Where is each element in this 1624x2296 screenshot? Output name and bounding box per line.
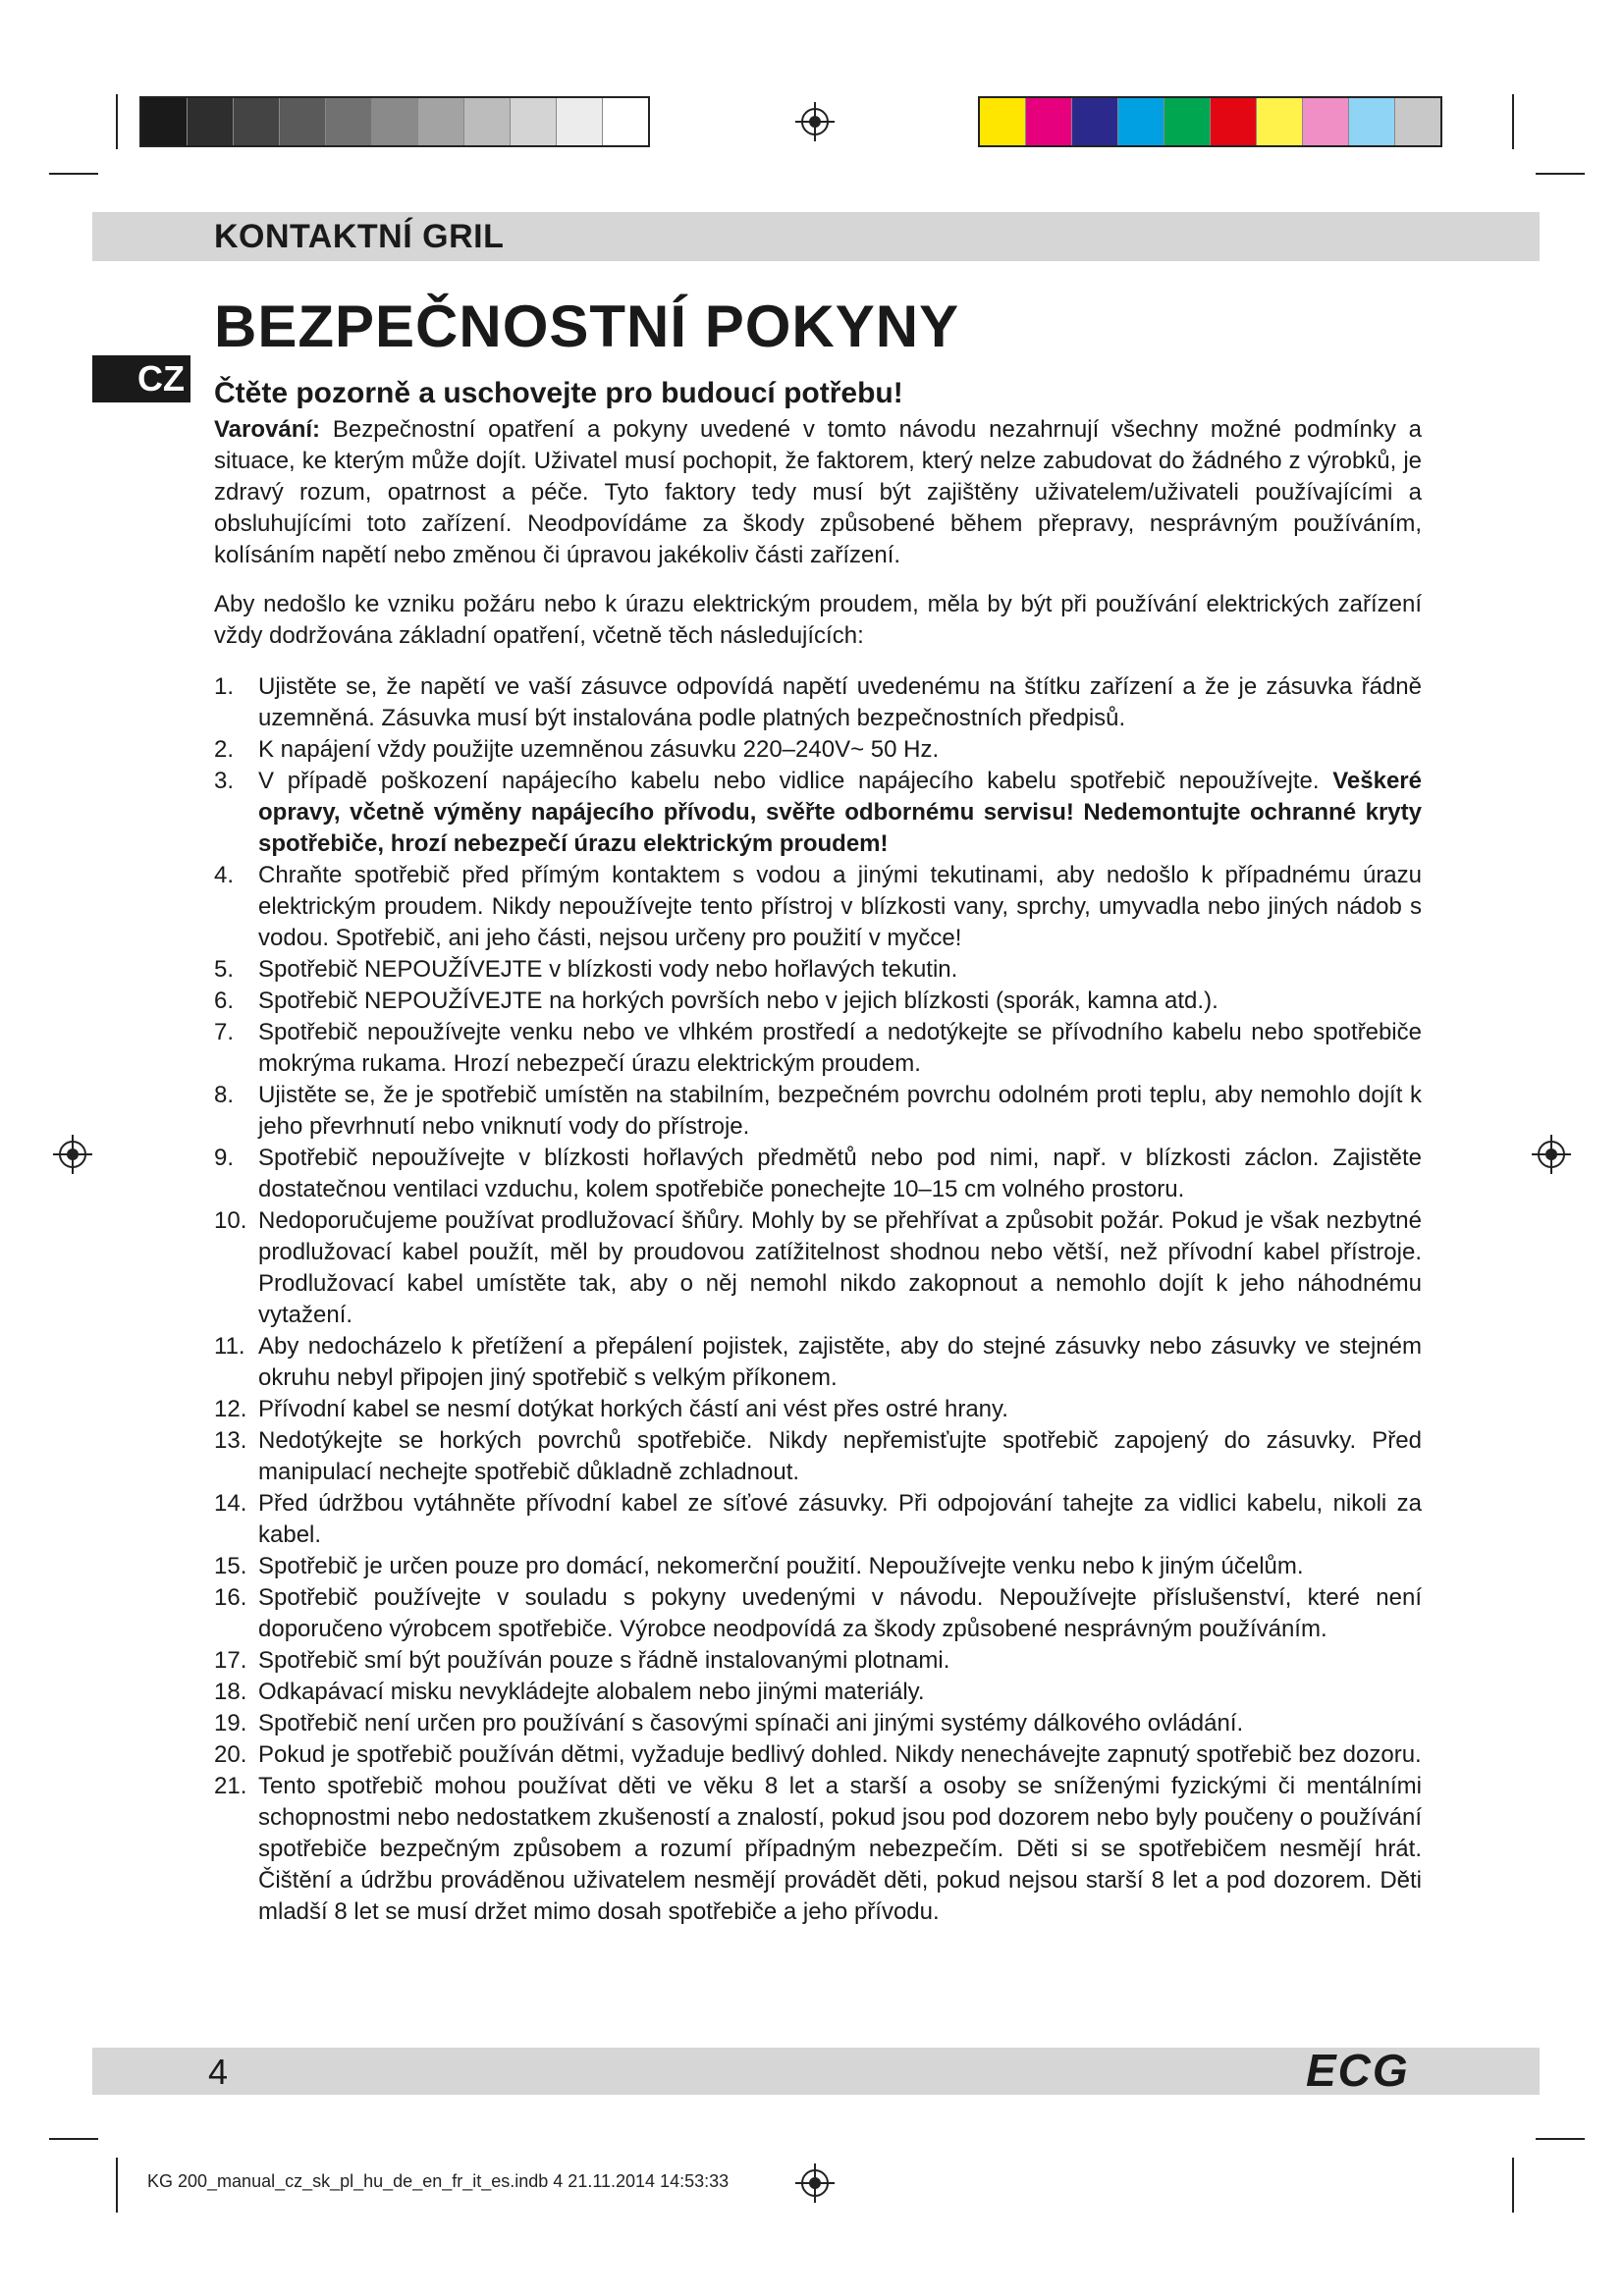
color-swatch <box>603 98 648 145</box>
instruction-text: Ujistěte se, že je spotřebič umístěn na stabilním, bezpečném povrchu odolném proti teplu, aby nemohlo dojít k jeho převrhnutí nebo vniknutí vody do přístroje. <box>258 1082 1422 1140</box>
color-swatch <box>980 98 1026 145</box>
instruction-text: Spotřebič NEPOUŽÍVEJTE na horkých površích nebo v jejich blízkosti (sporák, kamna atd.). <box>258 988 1218 1014</box>
instruction-item <box>214 1205 1422 1331</box>
registration-mark-icon <box>795 2163 835 2203</box>
instruction-number: 15. <box>214 1553 247 1579</box>
instruction-text: Nedoporučujeme používat prodlužovací šňůry. Mohly by se přehřívat a způsobit požár. Pokud je však nezbytné prodlužovací kabel použít, měl by proudovou zatížitelnost shodnou nebo větší, než přívodní kabel přístroje. Prodlužovací kabel umístěte tak, aby o něj nemohl nikdo zakopnout a nemohlo dojít k jeho náhodnému vytažení. <box>258 1207 1422 1328</box>
crop-mark <box>116 94 118 149</box>
instruction-text: Spotřebič není určen pro používání s časovými spínači ani jinými systémy dálkového ovládání. <box>258 1710 1244 1736</box>
instruction-item <box>214 1017 1422 1080</box>
instruction-text: V případě poškození napájecího kabelu nebo vidlice napájecího kabelu spotřebič nepoužívejte. <box>258 768 1333 794</box>
crop-mark <box>1536 173 1585 175</box>
crop-mark <box>1512 2158 1514 2213</box>
instruction-number: 3. <box>214 768 235 794</box>
instruction-item <box>214 1739 1422 1771</box>
registration-mark-icon <box>795 102 835 141</box>
instruction-text: Přívodní kabel se nesmí dotýkat horkých částí ani vést přes ostré hrany. <box>258 1396 1008 1422</box>
instruction-item <box>214 1645 1422 1677</box>
gray-color-bar <box>139 96 650 147</box>
instruction-text: Ujistěte se, že napětí ve vaší zásuvce odpovídá napětí uvedenému na štítku zařízení a že je zásuvka řádně uzemněná. Zásuvka musí být instalována podle platných bezpečnostních předpisů. <box>258 673 1422 731</box>
instruction-text: Spotřebič nepoužívejte venku nebo ve vlhkém prostředí a nedotýkejte se přívodního kabelu nebo spotřebiče mokrýma rukama. Hrozí nebezpečí úrazu elektrickým proudem. <box>258 1019 1422 1077</box>
color-swatch <box>1026 98 1072 145</box>
color-swatch <box>1395 98 1440 145</box>
crop-mark <box>1512 94 1514 149</box>
color-swatch <box>1257 98 1303 145</box>
instruction-number: 17. <box>214 1647 247 1674</box>
registration-mark-icon <box>53 1135 92 1174</box>
crop-mark <box>116 2158 118 2213</box>
instruction-item <box>214 671 1422 734</box>
instruction-text: K napájení vždy použijte uzemněnou zásuvku 220–240V~ 50 Hz. <box>258 736 940 763</box>
section-heading: BEZPEČNOSTNÍ POKYNY <box>214 294 960 359</box>
instruction-item <box>214 1143 1422 1205</box>
instruction-number: 20. <box>214 1741 247 1768</box>
instruction-item <box>214 860 1422 954</box>
instruction-text: Chraňte spotřebič před přímým kontaktem s vodou a jinými tekutinami, aby nedošlo k případnému úrazu elektrickým proudem. Nikdy nepoužívejte tento přístroj v blízkosti vany, sprchy, umyvadla nebo jiných nádob s vodou. Spotřebič, ani jeho části, nejsou určeny pro použití v myčce! <box>258 862 1422 951</box>
instruction-item <box>214 1331 1422 1394</box>
color-swatch <box>1072 98 1118 145</box>
instruction-number: 13. <box>214 1427 247 1454</box>
instruction-text: Spotřebič nepoužívejte v blízkosti hořlavých předmětů nebo pod nimi, např. v blízkosti záclon. Zajistěte dostatečnou ventilaci vzduchu, kolem spotřebiče ponechejte 10–15 cm volného prostoru. <box>258 1145 1422 1202</box>
instruction-text: Spotřebič smí být používán pouze s řádně instalovanými plotnami. <box>258 1647 950 1674</box>
crop-mark <box>49 2138 98 2140</box>
instruction-item <box>214 1708 1422 1739</box>
instruction-number: 7. <box>214 1019 235 1045</box>
instruction-number: 5. <box>214 956 235 983</box>
color-swatch <box>1349 98 1395 145</box>
crop-mark <box>1536 2138 1585 2140</box>
warning-text: Bezpečnostní opatření a pokyny uvedené v tomto návodu nezahrnují všechny možné podmínky a situace, ke kterým může dojít. Uživatel musí pochopit, že faktorem, který nelze zabudovat do žádného z výrobků, je zdravý rozum, opatrnost a péče. Tyto faktory tedy musí být zajištěny uživatelem/uživateli používajícími a obsluhujícími toto zařízení. Neodpovídáme za škody způsobené během přepravy, nesprávným používáním, kolísáním napětí nebo změnou či úpravou jakékoliv části zařízení. <box>214 416 1422 568</box>
color-swatch <box>1303 98 1349 145</box>
section-subheading: Čtěte pozorně a uschovejte pro budoucí potřebu! <box>214 377 903 409</box>
safety-instructions <box>214 414 1422 1928</box>
instruction-text: Nedotýkejte se horkých povrchů spotřebiče. Nikdy nepřemisťujte spotřebič zapojený do zásuvky. Před manipulací nechejte spotřebič důkladně zchladnout. <box>258 1427 1422 1485</box>
instruction-number: 2. <box>214 736 235 763</box>
instruction-item <box>214 1677 1422 1708</box>
instruction-item <box>214 1582 1422 1645</box>
color-swatch <box>372 98 418 145</box>
instruction-number: 6. <box>214 988 235 1014</box>
color-swatch <box>280 98 326 145</box>
instruction-number: 21. <box>214 1773 247 1799</box>
color-swatch <box>1164 98 1211 145</box>
page-number: 4 <box>208 2052 229 2092</box>
brand-logo: ECG <box>1306 2045 1410 2096</box>
instruction-item <box>214 1425 1422 1488</box>
instruction-number: 1. <box>214 673 235 700</box>
instruction-number: 19. <box>214 1710 247 1736</box>
page-title: KONTAKTNÍ GRIL <box>214 218 505 255</box>
instruction-item <box>214 986 1422 1017</box>
instruction-item <box>214 1394 1422 1425</box>
color-swatch <box>141 98 188 145</box>
color-swatch <box>464 98 511 145</box>
crop-mark <box>49 173 98 175</box>
process-color-bar <box>978 96 1442 147</box>
instruction-number: 12. <box>214 1396 247 1422</box>
instruction-number: 4. <box>214 862 235 888</box>
language-tab: CZ <box>92 355 190 402</box>
instruction-text: Spotřebič používejte v souladu s pokyny uvedenými v návodu. Nepoužívejte příslušenství, které není doporučeno výrobcem spotřebiče. Výrobce neodpovídá za škody způsobené nesprávným používáním. <box>258 1584 1422 1642</box>
instruction-list <box>214 671 1422 1928</box>
instruction-number: 16. <box>214 1584 247 1611</box>
instruction-item <box>214 1551 1422 1582</box>
color-swatch <box>418 98 464 145</box>
instruction-text: Spotřebič je určen pouze pro domácí, nekomerční použití. Nepoužívejte venku nebo k jiným účelům. <box>258 1553 1304 1579</box>
instruction-number: 11. <box>214 1333 245 1360</box>
instruction-item <box>214 766 1422 860</box>
warning-label: Varování: <box>214 416 321 443</box>
instruction-item <box>214 1488 1422 1551</box>
color-swatch <box>511 98 557 145</box>
color-swatch <box>1211 98 1257 145</box>
instruction-item <box>214 1080 1422 1143</box>
color-swatch <box>188 98 234 145</box>
instruction-item <box>214 734 1422 766</box>
instruction-text: Pokud je spotřebič používán dětmi, vyžaduje bedlivý dohled. Nikdy nenechávejte zapnutý spotřebič bez dozoru. <box>258 1741 1422 1768</box>
color-swatch <box>326 98 372 145</box>
color-swatch <box>1118 98 1164 145</box>
instruction-text: Před údržbou vytáhněte přívodní kabel ze síťové zásuvky. Při odpojování tahejte za vidlici kabelu, nikoli za kabel. <box>258 1490 1422 1548</box>
intro-paragraph: Aby nedošlo ke vzniku požáru nebo k úrazu elektrickým proudem, měla by být při používání elektrických zařízení vždy dodržována základní opatření, včetně těch následujících: <box>214 591 1422 649</box>
instruction-text: Tento spotřebič mohou používat děti ve věku 8 let a starší a osoby se sníženými fyzickými či mentálními schopnostmi nebo nedostatkem zkušeností a znalostí, pokud jsou pod dozorem nebo byly poučeny o používání spotřebiče bezpečným způsobem a rozumí případným nebezpečím. Děti si se spotřebičem nesmějí hrát. Čištění a údržbu prováděnou uživatelem nesmějí provádět děti, pokud nejsou starší 8 let a pod dozorem. Děti mladší 8 let se musí držet mimo dosah spotřebiče a jeho přívodu. <box>258 1773 1422 1925</box>
instruction-number: 9. <box>214 1145 235 1171</box>
instruction-bold-text: Veškeré opravy, včetně výměny napájecího přívodu, svěřte odbornému servisu! Nedemontujte ochranné kryty spotřebiče, hrozí nebezpečí úrazu elektrickým proudem! <box>258 768 1422 857</box>
instruction-text: Aby nedocházelo k přetížení a přepálení pojistek, zajistěte, aby do stejné zásuvky nebo zásuvky ve stejném okruhu nebyl připojen jiný spotřebič s velkým příkonem. <box>258 1333 1422 1391</box>
instruction-item <box>214 1771 1422 1928</box>
instruction-number: 10. <box>214 1207 247 1234</box>
color-swatch <box>234 98 280 145</box>
instruction-item <box>214 954 1422 986</box>
instruction-text: Spotřebič NEPOUŽÍVEJTE v blízkosti vody nebo hořlavých tekutin. <box>258 956 958 983</box>
instruction-text: Odkapávací misku nevykládejte alobalem nebo jinými materiály. <box>258 1679 925 1705</box>
registration-mark-icon <box>1532 1135 1571 1174</box>
print-file-info: KG 200_manual_cz_sk_pl_hu_de_en_fr_it_es.indb 4 21.11.2014 14:53:33 <box>147 2171 730 2191</box>
instruction-number: 8. <box>214 1082 235 1108</box>
warning-paragraph <box>214 414 1422 571</box>
instruction-number: 18. <box>214 1679 247 1705</box>
color-swatch <box>557 98 603 145</box>
instruction-number: 14. <box>214 1490 247 1517</box>
